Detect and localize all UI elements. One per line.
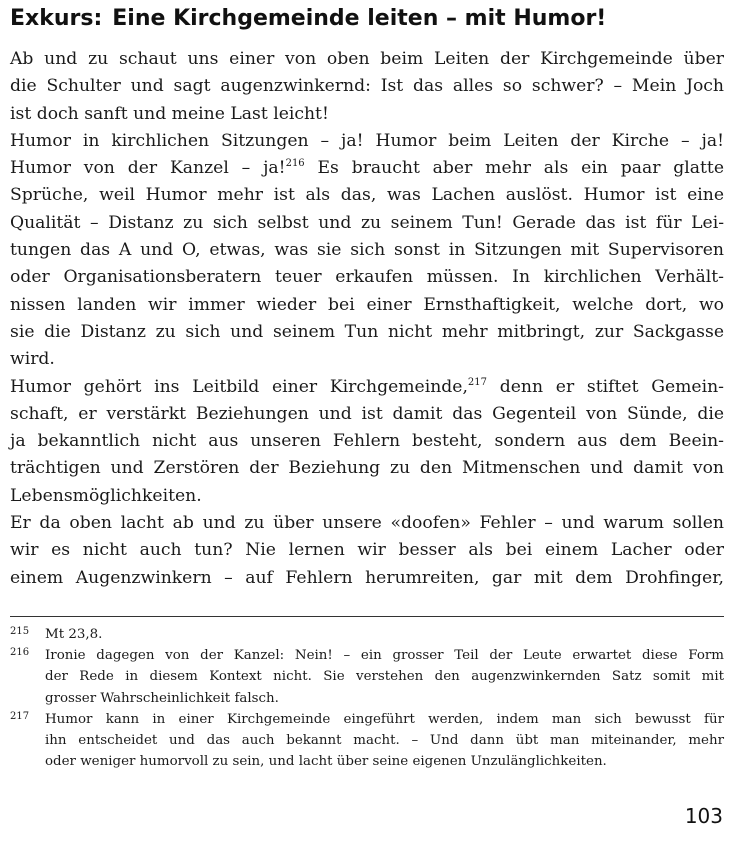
- text-line: Sprüche, weil Humor mehr ist als das, was Lachen auslöst. Humor ist eine: [10, 185, 724, 206]
- body-text: [10, 46, 724, 592]
- text-line: Er da oben lacht ab und zu über unsere «doofen» Fehler – und warum sollen: [10, 513, 724, 534]
- text-line: sie die Distanz zu sich und seinem Tun nicht mehr mitbringt, zur Sackgasse: [10, 321, 724, 342]
- text-line: wir es nicht auch tun? Nie lernen wir besser als bei einem Lacher oder: [10, 540, 724, 561]
- text-line: Lebensmöglichkeiten.: [10, 485, 202, 506]
- footnote-text: [45, 624, 724, 645]
- text-line: trächtigen und Zerstören der Beziehung zu den Mitmenschen und damit von: [10, 458, 724, 479]
- footnote-number: 215: [10, 626, 30, 637]
- text-line: [10, 374, 724, 401]
- heading-title: Eine Kirchgemeinde leiten – mit Humor!: [112, 6, 607, 31]
- footnote-ref-216[interactable]: 216: [285, 158, 305, 170]
- text-line: der Rede in diesem Kontext nicht. Sie verstehen den augenzwinkernden Satz somit mit: [45, 669, 724, 685]
- text-line: [10, 155, 724, 182]
- text-line: Qualität – Distanz zu sich selbst und zu seinem Tun! Gerade das ist für Lei-: [10, 212, 724, 233]
- footnote-number: 217: [10, 710, 30, 722]
- footnote-217: [10, 709, 724, 773]
- text-line: ja bekanntlich nicht aus unseren Fehlern besteht, sondern aus dem Beein-: [10, 431, 724, 452]
- text-segment: denn er stiftet Gemein-: [487, 376, 724, 397]
- text-line: Ab und zu schaut uns einer von oben beim Leiten der Kirchgemeinde über: [10, 49, 724, 69]
- heading-prefix: Exkurs:: [10, 6, 103, 31]
- footnote-216: [10, 645, 724, 709]
- section-heading: [10, 6, 606, 31]
- text-line: Humor in kirchlichen Sitzungen – ja! Humor beim Leiten der Kirche – ja!: [10, 130, 724, 151]
- footnote-number: 216: [10, 647, 30, 659]
- text-segment: Es braucht aber mehr als ein paar glatte: [304, 158, 724, 179]
- text-segment: Humor gehört ins Leitbild einer Kirchgemeinde,: [10, 376, 468, 397]
- text-line: ihn entscheidet und das auch bekannt macht. – Und dann übt man miteinander, mehr: [45, 733, 724, 749]
- paragraph-4: [10, 510, 724, 592]
- footnote-text: [45, 709, 724, 773]
- paragraph-1: [10, 46, 724, 128]
- text-line: ist doch sanft und meine Last leicht!: [10, 103, 329, 124]
- text-segment: Humor von der Kanzel – ja!: [10, 158, 286, 179]
- text-line: einem Augenzwinkern – auf Fehlern herumreiten, gar mit dem Drohfinger,: [10, 567, 724, 588]
- text-line: Mt 23,8.: [45, 627, 103, 642]
- text-line: oder Organisationsberatern teuer erkaufen müssen. In kirchlichen Verhält-: [10, 267, 724, 288]
- text-line: Humor kann in einer Kirchgemeinde eingeführt werden, indem man sich bewusst für: [45, 711, 724, 727]
- footnote-215: [10, 624, 724, 645]
- paragraph-3: [10, 374, 724, 510]
- text-line: oder weniger humorvoll zu sein, und lacht über seine eigenen Unzulänglichkeiten.: [45, 754, 607, 770]
- text-line: tungen das A und O, etwas, was sie sich sonst in Sitzungen mit Supervisoren: [10, 240, 724, 261]
- footnote-divider: [10, 616, 724, 617]
- text-line: nissen landen wir immer wieder bei einer Ernsthaftigkeit, welche dort, wo: [10, 294, 724, 315]
- footnote-text: [45, 645, 724, 709]
- page-number: 103: [684, 804, 723, 828]
- paragraph-2: [10, 128, 724, 374]
- text-line: Ironie dagegen von der Kanzel: Nein! – ein grosser Teil der Leute erwartet diese Form: [45, 648, 724, 664]
- footnote-ref-217[interactable]: 217: [467, 376, 488, 388]
- footnotes: [10, 624, 724, 772]
- text-line: schaft, er verstärkt Beziehungen und ist damit das Gegenteil von Sünde, die: [10, 403, 724, 424]
- text-line: die Schulter und sagt augenzwinkernd: Ist das alles so schwer? – Mein Joch: [10, 76, 724, 97]
- text-line: wird.: [10, 349, 55, 370]
- text-line: grosser Wahrscheinlichkeit falsch.: [45, 690, 279, 706]
